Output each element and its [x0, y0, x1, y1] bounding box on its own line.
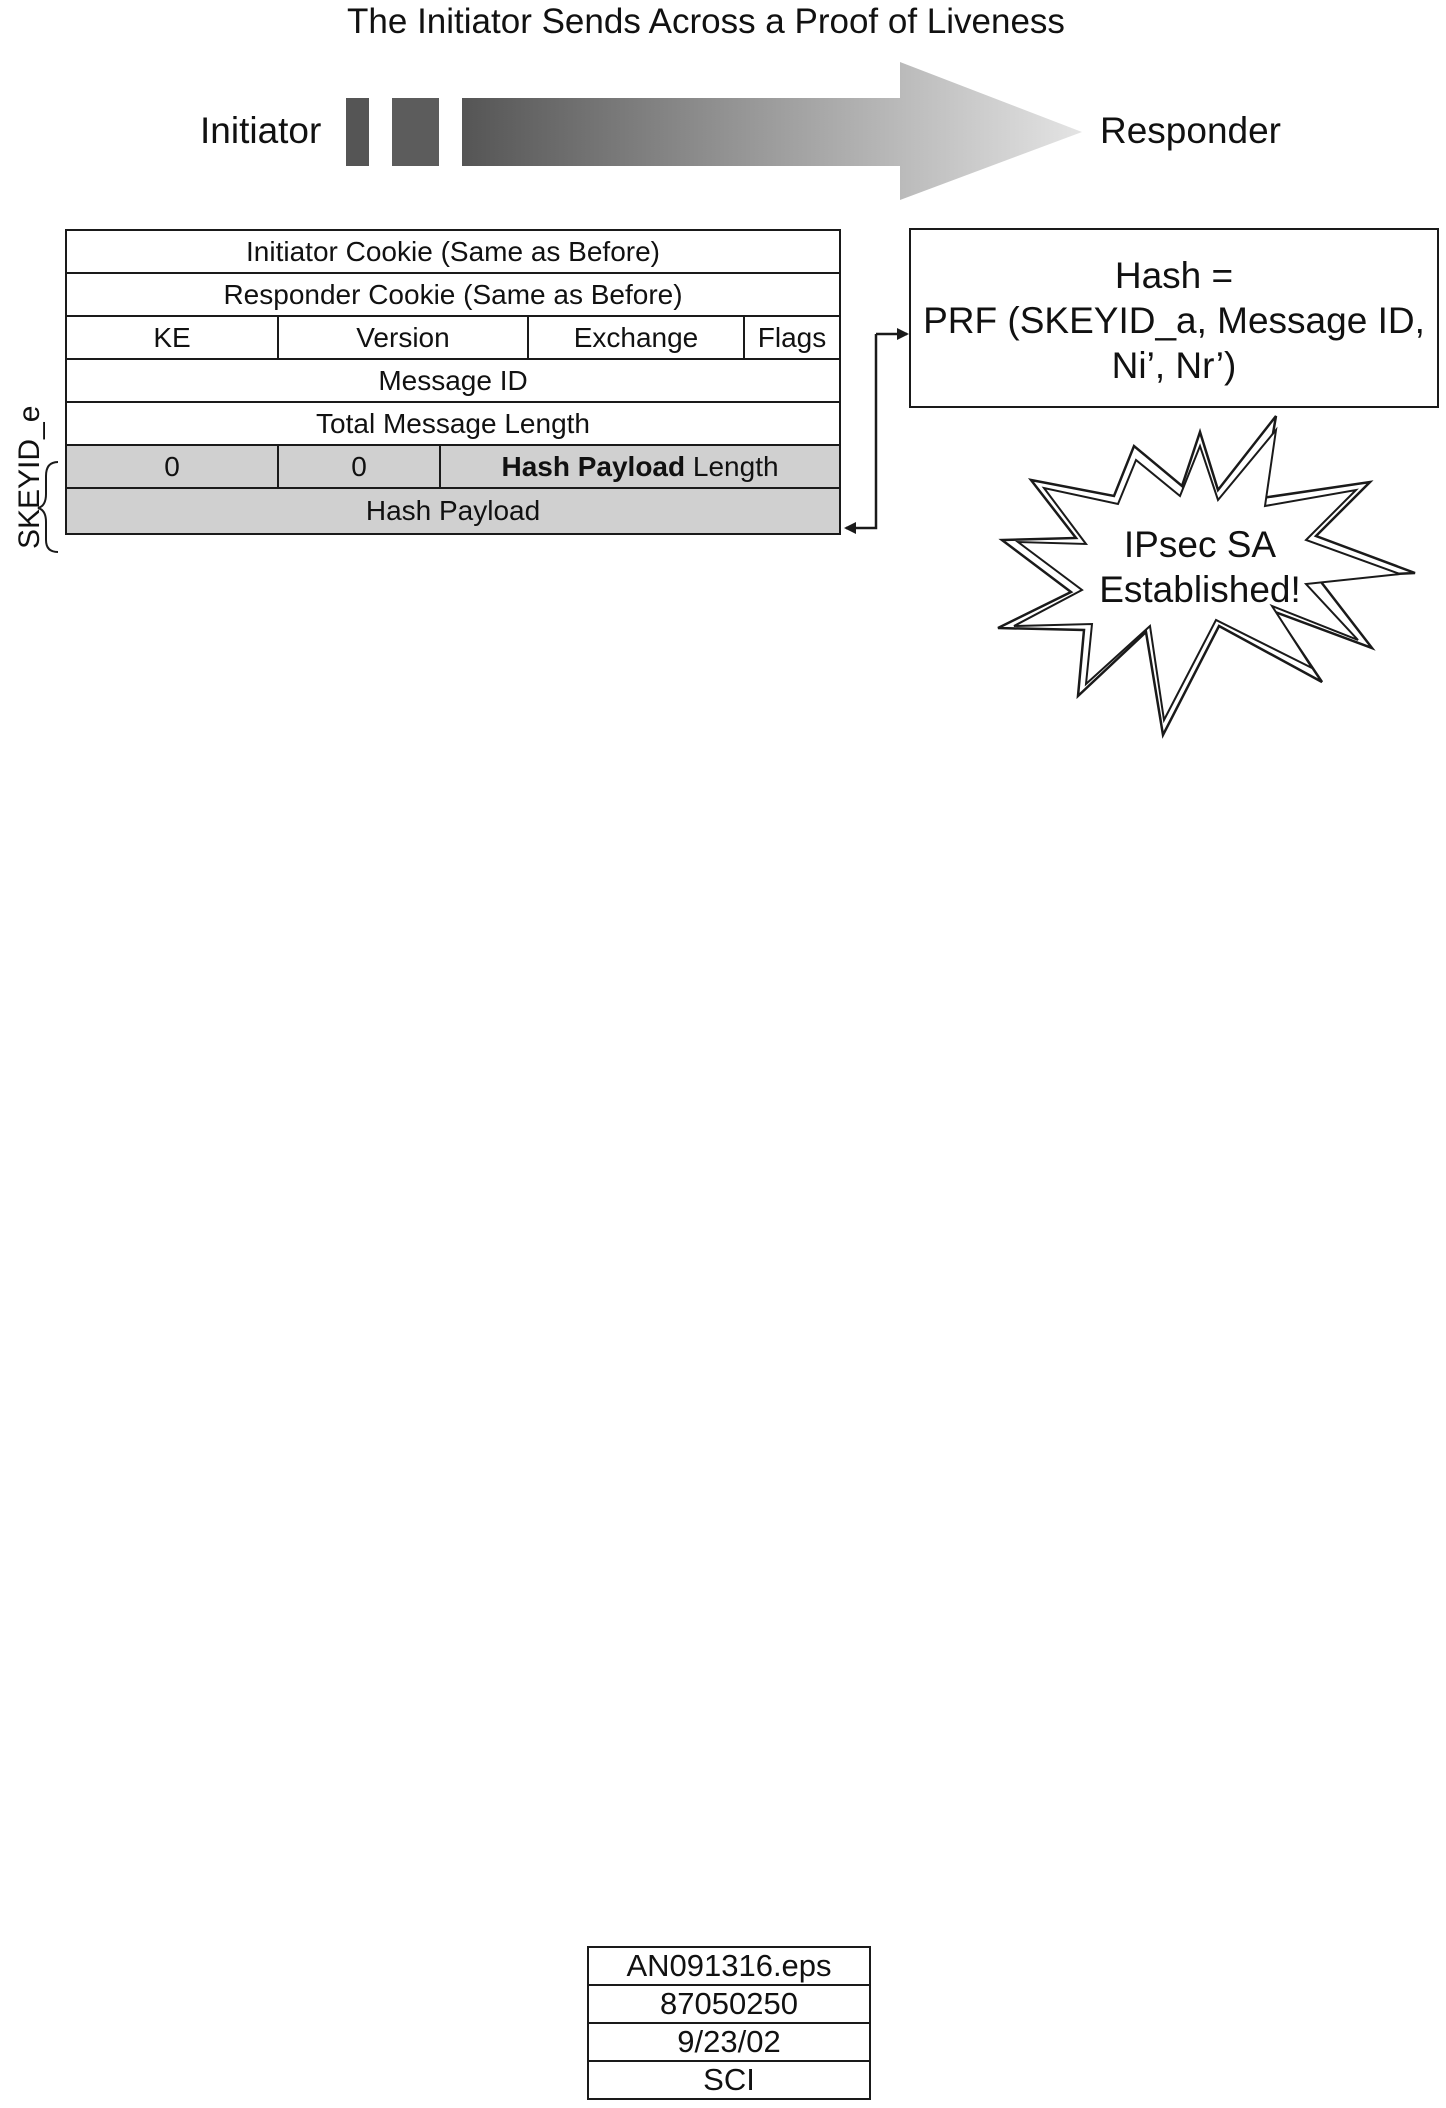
packet-row-message-id	[66, 359, 840, 402]
stamp-number: 87050250	[588, 1985, 870, 2023]
file-stamp	[587, 1946, 871, 2100]
stamp-initials: SCI	[588, 2061, 870, 2099]
total-length-field: Total Message Length	[66, 402, 840, 445]
message-id-field: Message ID	[66, 359, 840, 402]
exchange-field: Exchange	[528, 316, 744, 359]
diagram-title: The Initiator Sends Across a Proof of Liveness	[347, 2, 1065, 41]
responder-cookie-field: Responder Cookie (Same as Before)	[66, 273, 840, 316]
packet-row-hash-header	[66, 445, 840, 488]
starburst-line-2: Established!	[1099, 569, 1301, 610]
stamp-filename: AN091316.eps	[588, 1947, 870, 1985]
flow-arrow	[462, 62, 1082, 200]
initiator-cookie-field: Initiator Cookie (Same as Before)	[66, 230, 840, 273]
flags-field: Flags	[744, 316, 840, 359]
hash-formula-line-2: PRF (SKEYID_a, Message ID,	[923, 300, 1425, 341]
hash-payload-length-field	[440, 445, 840, 488]
initiator-label: Initiator	[200, 110, 322, 151]
starburst-line-1: IPsec SA	[1123, 524, 1277, 565]
next-payload-field: 0	[66, 445, 278, 488]
reserved-field: 0	[278, 445, 440, 488]
packet-row-responder-cookie	[66, 273, 840, 316]
hash-formula-line-1: Hash =	[1114, 255, 1234, 296]
hash-payload-field: Hash Payload	[66, 488, 840, 534]
responder-label: Responder	[1100, 110, 1282, 151]
encryption-key-label: SKEYID_e	[13, 405, 46, 549]
hash-formula-box	[909, 228, 1439, 408]
hash-payload-length-rest: Length	[685, 450, 779, 482]
isakmp-packet	[65, 229, 841, 535]
arrow-dash-1	[346, 98, 369, 166]
stamp-date: 9/23/02	[588, 2023, 870, 2061]
hash-connector-arrow	[846, 334, 876, 528]
packet-row-hash-payload	[66, 488, 840, 534]
starburst-text	[1020, 522, 1380, 612]
hash-payload-length-bold: Hash Payload	[501, 450, 686, 482]
packet-row-total-length	[66, 402, 840, 445]
packet-row-initiator-cookie	[66, 230, 840, 273]
version-field: Version	[278, 316, 528, 359]
ke-field: KE	[66, 316, 278, 359]
arrow-dash-2	[392, 98, 439, 166]
hash-formula-line-3: Ni’, Nr’)	[1111, 345, 1237, 386]
packet-row-header-fields	[66, 316, 840, 359]
